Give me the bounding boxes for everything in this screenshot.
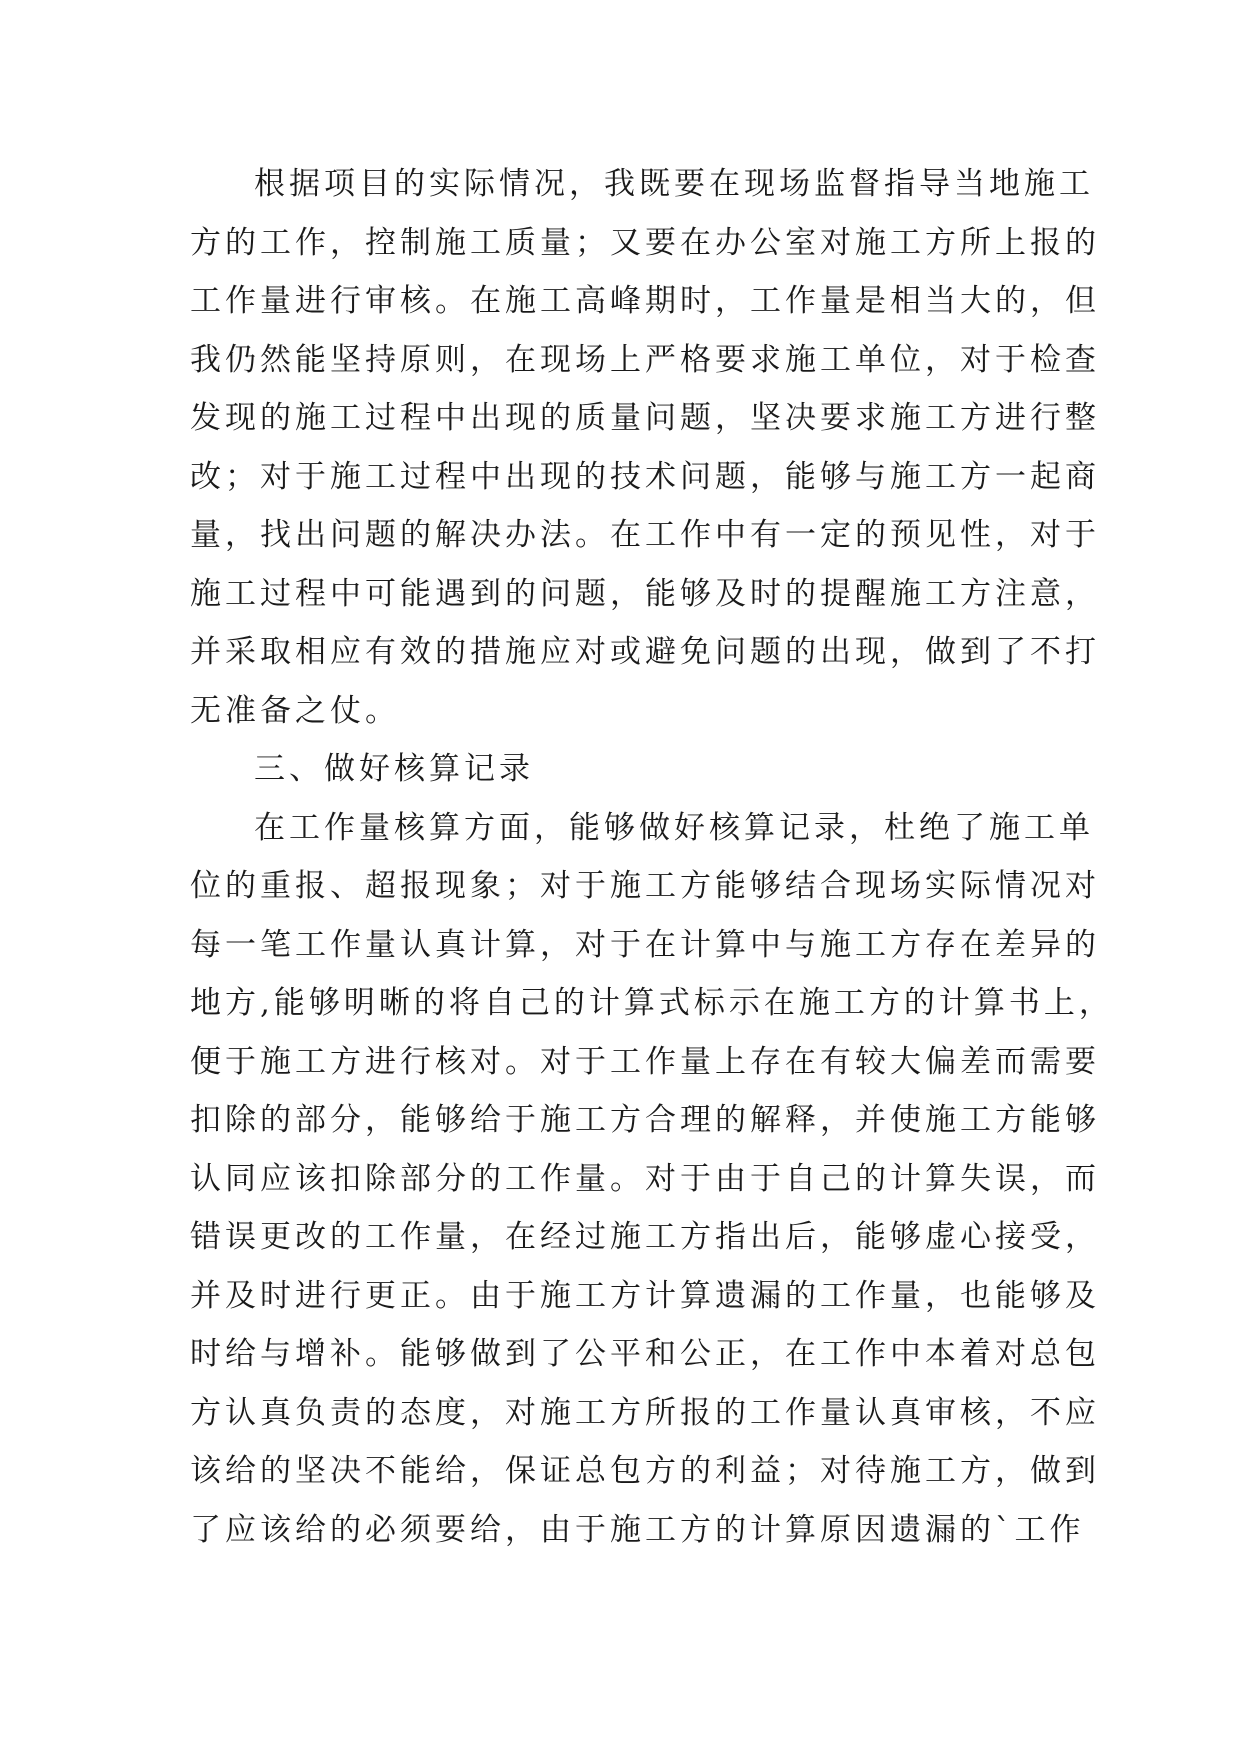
paragraph-line: 改；对于施工过程中出现的技术问题，能够与施工方一起商: [190, 458, 1100, 495]
paragraph-line: 扣除的部分，能够给于施工方合理的解释，并使施工方能够: [190, 1102, 1100, 1138]
paragraph-line: 时给与增补。能够做到了公平和公正，在工作中本着对总包: [190, 1336, 1100, 1372]
paragraph-line: 了应该给的必须要给，由于施工方的计算原因遗漏的`工作: [190, 1511, 1085, 1548]
paragraph-line: 工作量进行审核。在施工高峰期时，工作量是相当大的，但: [190, 283, 1100, 319]
paragraph-line: 在工作量核算方面，能够做好核算记录，杜绝了施工单: [254, 809, 1094, 846]
paragraph-line: 无准备之仗。: [190, 692, 400, 729]
paragraph-line: 每一笔工作量认真计算，对于在计算中与施工方存在差异的: [190, 926, 1100, 963]
paragraph-line: 我仍然能坚持原则，在现场上严格要求施工单位，对于检查: [190, 341, 1100, 378]
paragraph-line: 地方,能够明晰的将自己的计算式标示在施工方的计算书上，: [190, 985, 1114, 1021]
paragraph-line: 方认真负责的态度，对施工方所报的工作量认真审核，不应: [190, 1394, 1100, 1431]
paragraph-line: 施工过程中可能遇到的问题，能够及时的提醒施工方注意，: [190, 575, 1100, 612]
section-heading: 三、做好核算记录: [254, 751, 534, 787]
paragraph-line: 错误更改的工作量，在经过施工方指出后，能够虚心接受，: [190, 1219, 1100, 1255]
paragraph-line: 便于施工方进行核对。对于工作量上存在有较大偏差而需要: [190, 1043, 1100, 1080]
paragraph-line: 方的工作，控制施工质量；又要在办公室对施工方所上报的: [190, 224, 1100, 261]
paragraph-line: 量，找出问题的解决办法。在工作中有一定的预见性，对于: [190, 517, 1100, 553]
paragraph-line: 根据项目的实际情况，我既要在现场监督指导当地施工: [254, 166, 1094, 202]
document-body: [190, 155, 1114, 1559]
paragraph-line: 该给的坚决不能给，保证总包方的利益；对待施工方，做到: [190, 1453, 1100, 1489]
paragraph-line: 发现的施工过程中出现的质量问题，坚决要求施工方进行整: [190, 400, 1100, 436]
paragraph-line: 并及时进行更正。由于施工方计算遗漏的工作量，也能够及: [190, 1277, 1100, 1314]
paragraph-line: 并采取相应有效的措施应对或避免问题的出现，做到了不打: [190, 634, 1100, 670]
paragraph-line: 位的重报、超报现象；对于施工方能够结合现场实际情况对: [190, 868, 1100, 904]
paragraph-line: 认同应该扣除部分的工作量。对于由于自己的计算失误，而: [190, 1160, 1100, 1197]
